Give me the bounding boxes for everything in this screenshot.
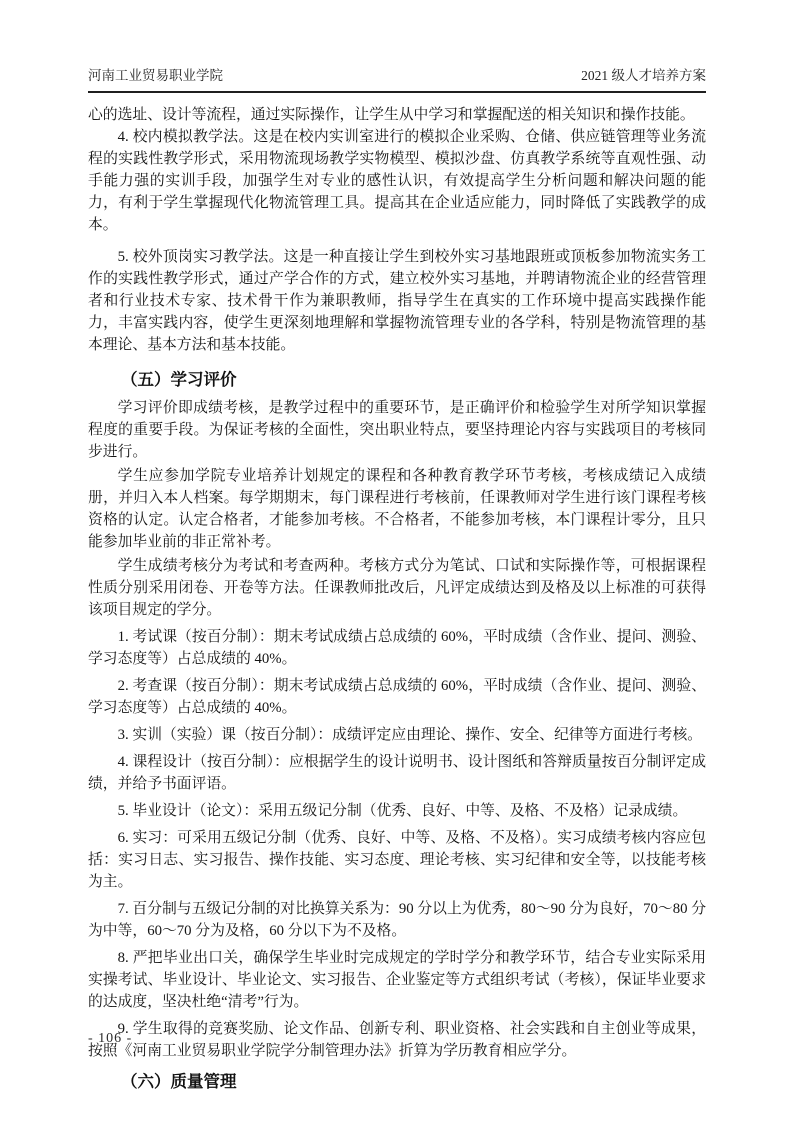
numbered-item-3: 3. 实训（实验）课（按百分制）：成绩评定应由理论、操作、安全、纪律等方面进行考核。 bbox=[117, 727, 703, 743]
page-footer bbox=[88, 1031, 132, 1047]
numbered-item-8: 8. 严把毕业出口关，确保学生毕业时完成规定的学时学分和教学环节，结合专业实际采用实操考试、毕业设计、毕业论文、实习报告、企业鉴定等方式组织考试（考核），保证毕业要求的达成度，坚决杜绝“清考”行为。 bbox=[88, 950, 706, 1010]
numbered-item-5: 5. 毕业设计（论文）：采用五级记分制（优秀、良好、中等、及格、不及格）记录成绩。 bbox=[117, 803, 688, 819]
numbered-item-7: 7. 百分制与五级记分制的对比换算关系为：90 分以上为优秀，80～90 分为良好，70～80 分为中等，60～70 分为及格，60 分以下为不及格。 bbox=[88, 901, 706, 939]
numbered-item-4: 4. 课程设计（按百分制）：应根据学生的设计说明书、设计图纸和答辩质量按百分制评定成绩，并给予书面评语。 bbox=[88, 754, 706, 792]
document-body bbox=[88, 104, 706, 1094]
header-document-title: 2021 级人才培养方案 bbox=[581, 68, 706, 83]
paragraph-continuation: 心的选址、设计等流程，通过实际操作，让学生从中学习和掌握配送的相关知识和操作技能。 bbox=[88, 107, 695, 123]
page-number: - 106 - bbox=[88, 1031, 133, 1046]
paragraph-method-4: 4. 校内模拟教学法。这是在校内实训室进行的模拟企业采购、仓储、供应链管理等业务流程的实践性教学形式，采用物流现场教学实物模型、模拟沙盘、仿真教学系统等直观性强、动手能力强的实训手段，加强学生对专业的感性认识，有效提高学生分析问题和解决问题的能力，有利于学生掌握现代化物流管理工具。提高其在企业适应能力，同时降低了实践教学的成本。 bbox=[88, 129, 706, 233]
section-heading-6: （六）质量管理 bbox=[121, 1072, 237, 1091]
numbered-item-6: 6. 实习：可采用五级记分制（优秀、良好、中等、及格、不及格）。实习成绩考核内容应包括：实习日志、实习报告、操作技能、实习态度、理论考核、实习纪律和安全等，以技能考核为主。 bbox=[88, 830, 706, 890]
page-header bbox=[88, 67, 706, 85]
section-heading-5: （五）学习评价 bbox=[121, 370, 237, 389]
header-school-name: 河南工业贸易职业学院 bbox=[88, 68, 223, 83]
paragraph-method-5: 5. 校外顶岗实习教学法。这是一种直接让学生到校外实习基地跟班或顶板参加物流实务工作的实践性教学形式，通过产学合作的方式，建立校外实习基地，并聘请物流企业的经营管理者和行业技术专家、技术骨干作为兼职教师，指导学生在真实的工作环境中提高实践操作能力，丰富实践内容，使学生更深刻地理解和掌握物流管理专业的各学科，特别是物流管理的基本理论、基本方法和基本技能。 bbox=[88, 249, 706, 353]
paragraph-evaluation-intro: 学习评价即成绩考核，是教学过程中的重要环节，是正确评价和检验学生对所学知识掌握程度的重要手段。为保证考核的全面性，突出职业特点，要坚持理论内容与实践项目的考核同步进行。 bbox=[88, 400, 706, 460]
numbered-item-1: 1. 考试课（按百分制）：期末考试成绩占总成绩的 60%，平时成绩（含作业、提问、测验、学习态度等）占总成绩的 40%。 bbox=[88, 629, 706, 667]
paragraph-exam-qualification: 学生应参加学院专业培养计划规定的课程和各种教育教学环节考核，考核成绩记入成绩册，并归入本人档案。每学期期末，每门课程进行考核前，任课教师对学生进行该门课程考核资格的认定。认定合格者，才能参加考核。不合格者，不能参加考核，本门课程计零分，且只能参加毕业前的非正常补考。 bbox=[88, 468, 706, 550]
numbered-item-9: 9. 学生取得的竞赛奖励、论文作品、创新专利、职业资格、社会实践和自主创业等成果，按照《河南工业贸易职业学院学分制管理办法》折算为学历教育相应学分。 bbox=[88, 1021, 706, 1059]
header-rule bbox=[88, 91, 706, 93]
numbered-item-2: 2. 考查课（按百分制）：期末考试成绩占总成绩的 60%，平时成绩（含作业、提问、测验、学习态度等）占总成绩的 40%。 bbox=[88, 678, 706, 716]
paragraph-exam-types: 学生成绩考核分为考试和考查两种。考核方式分为笔试、口试和实际操作等，可根据课程性质分别采用闭卷、开卷等方法。任课教师批改后，凡评定成绩达到及格及以上标准的可获得该项目规定的学分。 bbox=[88, 558, 706, 618]
